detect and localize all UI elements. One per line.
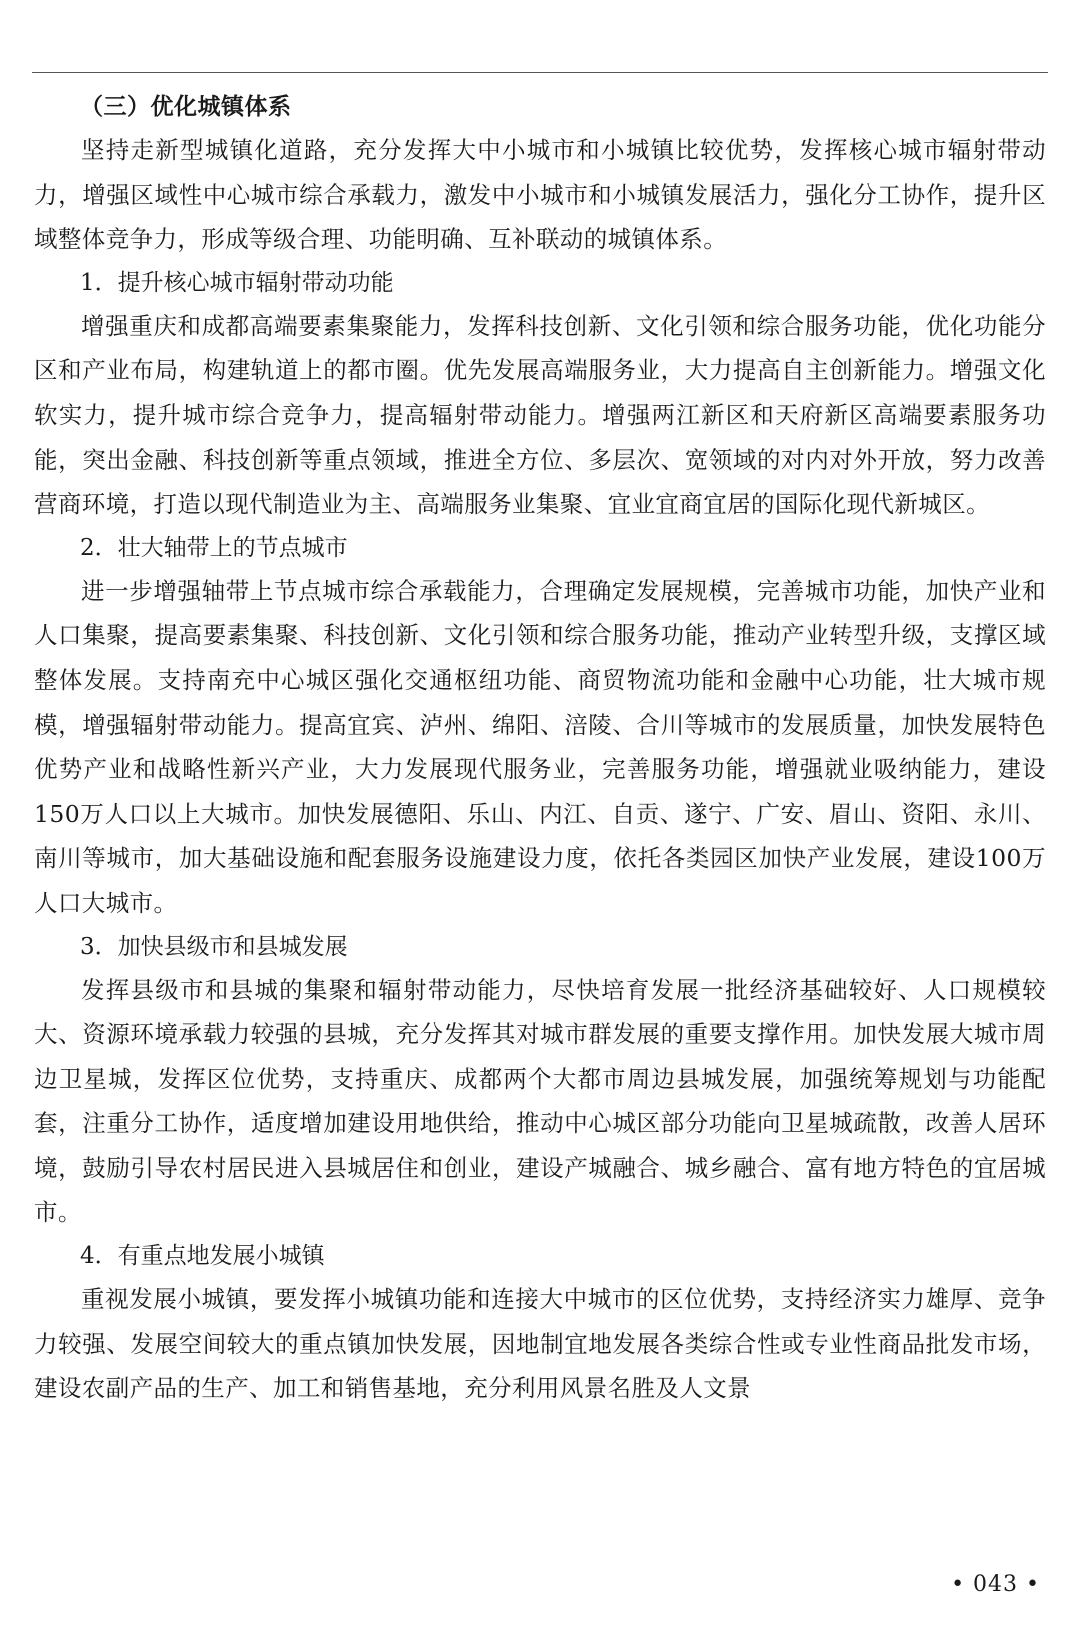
subsection-body-4: 重视发展小城镇，要发挥小城镇功能和连接大中城市的区位优势，支持经济实力雄厚、竞争力较强、发展空间较大的重点镇加快发展，因地制宜地发展各类综合性或专业性商品批发市场，建设农副产品的生产、加工和销售基地，充分利用风景名胜及人文景 — [34, 1285, 1046, 1403]
subsection-title-2: 2．壮大轴带上的节点城市 — [80, 534, 348, 561]
subsection-title-3: 3．加快县级市和县城发展 — [80, 933, 348, 960]
subsection-body-2: 进一步增强轴带上节点城市综合承载能力，合理确定发展规模，完善城市功能，加快产业和人口集聚，提高要素集聚、科技创新、文化引领和综合服务功能，推动产业转型升级，支撑区域整体发展。支持南充中心城区强化交通枢纽功能、商贸物流功能和金融中心功能，壮大城市规模，增强辐射带动能力。提高宜宾、泸州、绵阳、涪陵、合川等城市的发展质量，加快发展特色优势产业和战略性新兴产业，大力发展现代服务业，完善服务功能，增强就业吸纳能力，建设150万人口以上大城市。加快发展德阳、乐山、内江、自贡、遂宁、广安、眉山、资阳、永川、南川等城市，加大基础设施和配套服务设施建设力度，依托各类园区加快产业发展，建设100万人口大城市。 — [34, 576, 1046, 917]
subsection-title-1: 1．提升核心城市辐射带动功能 — [80, 269, 394, 296]
page-number: • 043 • — [951, 1572, 1040, 1597]
section-heading: （三）优化城镇体系 — [80, 93, 292, 120]
subsection-body-1: 增强重庆和成都高端要素集聚能力，发挥科技创新、文化引领和综合服务功能，优化功能分区和产业布局，构建轨道上的都市圈。优先发展高端服务业，大力提高自主创新能力。增强文化软实力，提升城市综合竞争力，提高辐射带动能力。增强两江新区和天府新区高端要素服务功能，突出金融、科技创新等重点领域，推进全方位、多层次、宽领域的对内对外开放，努力改善营商环境，打造以现代制造业为主、高端服务业集聚、宜业宜商宜居的国际化现代新城区。 — [34, 311, 1046, 519]
subsection-body-3: 发挥县级市和县城的集聚和辐射带动能力，尽快培育发展一批经济基础较好、人口规模较大、资源环境承载力较强的县城，充分发挥其对城市群发展的重要支撑作用。加快发展大城市周边卫星城，发挥区位优势，支持重庆、成都两个大都市周边县城发展，加强统筹规划与功能配套，注重分工协作，适度增加建设用地供给，推动中心城区部分功能向卫星城疏散，改善人居环境，鼓励引导农村居民进入县城居住和创业，建设产城融合、城乡融合、富有地方特色的宜居城市。 — [34, 975, 1046, 1227]
section-intro: 坚持走新型城镇化道路，充分发挥大中小城市和小城镇比较优势，发挥核心城市辐射带动力，增强区域性中心城市综合承载力，激发中小城市和小城镇发展活力，强化分工协作，提升区域整体竞争力，形成等级合理、功能明确、互补联动的城镇体系。 — [34, 136, 1046, 254]
page-body — [34, 86, 1046, 1411]
header-rule — [32, 72, 1048, 73]
subsection-title-4: 4．有重点地发展小城镇 — [80, 1243, 325, 1270]
